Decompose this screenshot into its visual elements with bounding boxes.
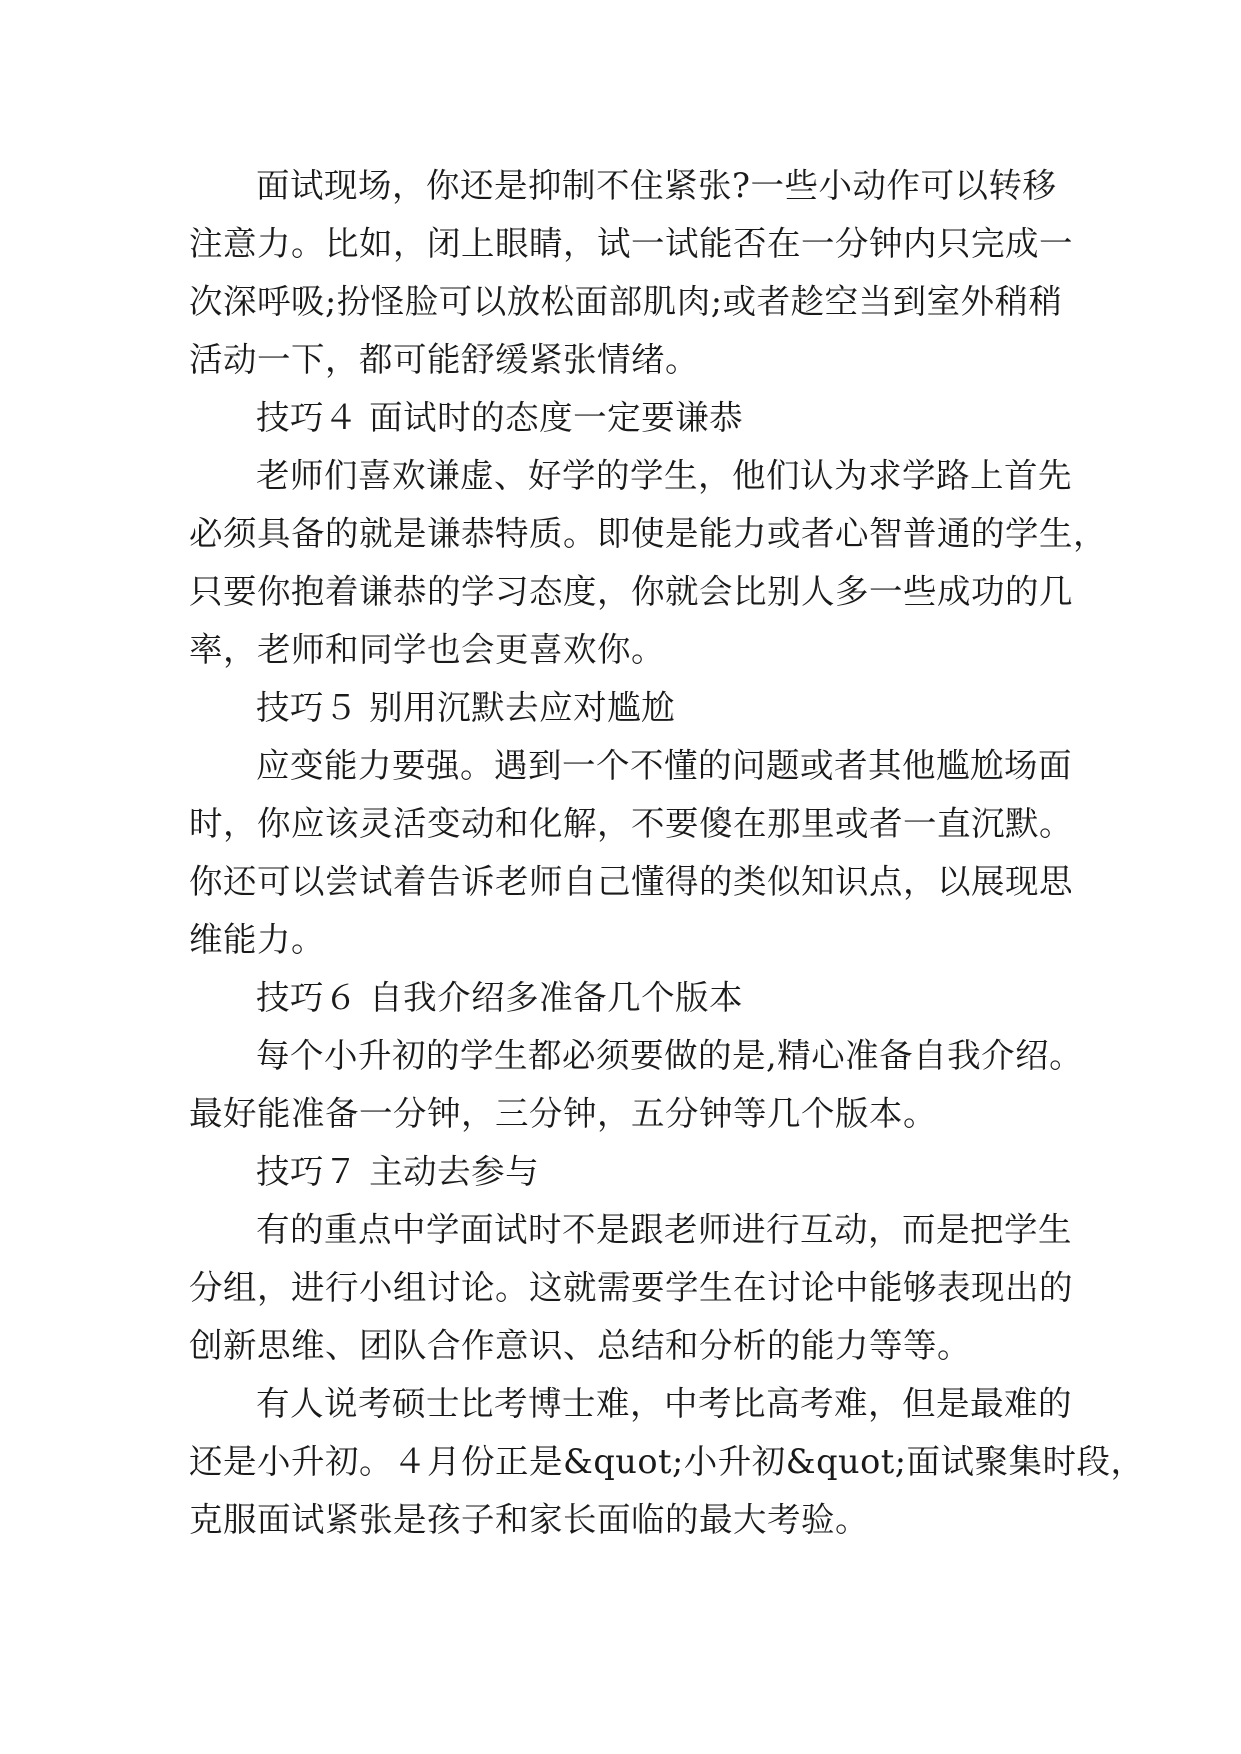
text-line: 时，你应该灵活变动和化解，不要傻在那里或者一直沉默。 (189, 804, 1073, 843)
text-line: 克服面试紧张是孩子和家长面临的最大考验。 (189, 1500, 869, 1539)
text-line: 次深呼吸;扮怪脸可以放松面部肌肉;或者趁空当到室外稍稍 (189, 282, 1063, 321)
text-line: 分组，进行小组讨论。这就需要学生在讨论中能够表现出的 (189, 1268, 1073, 1307)
section-heading: 技巧６ 自我介绍多准备几个版本 (256, 978, 744, 1017)
text-line: 应变能力要强。遇到一个不懂的问题或者其他尴尬场面 (256, 746, 1072, 785)
text-line: 你还可以尝试着告诉老师自己懂得的类似知识点，以展现思 (189, 862, 1073, 901)
text-line: 老师们喜欢谦虚、好学的学生，他们认为求学路上首先 (256, 456, 1072, 495)
text-line: 还是小升初。４月份正是&quot;小升初&quot;面试聚集时段， (189, 1442, 1145, 1481)
text-line: 面试现场，你还是抑制不住紧张?一些小动作可以转移 (256, 166, 1057, 205)
section-heading: 技巧７ 主动去参与 (256, 1152, 540, 1191)
section-heading: 技巧５ 别用沉默去应对尴尬 (256, 688, 676, 727)
text-line: 有人说考硕士比考博士难，中考比高考难，但是最难的 (256, 1384, 1072, 1423)
text-line: 创新思维、团队合作意识、总结和分析的能力等等。 (189, 1326, 971, 1365)
text-line: 注意力。比如，闭上眼睛，试一试能否在一分钟内只完成一 (189, 224, 1073, 263)
text-line: 每个小升初的学生都必须要做的是,精心准备自我介绍。 (256, 1036, 1084, 1075)
text-line: 维能力。 (189, 920, 325, 959)
text-line: 活动一下，都可能舒缓紧张情绪。 (189, 340, 699, 379)
text-line: 最好能准备一分钟，三分钟，五分钟等几个版本。 (189, 1094, 937, 1133)
text-line: 必须具备的就是谦恭特质。即使是能力或者心智普通的学生， (189, 514, 1107, 553)
section-heading: 技巧４ 面试时的态度一定要谦恭 (256, 398, 744, 437)
text-line: 有的重点中学面试时不是跟老师进行互动，而是把学生 (256, 1210, 1072, 1249)
text-line: 率，老师和同学也会更喜欢你。 (189, 630, 665, 669)
text-line: 只要你抱着谦恭的学习态度，你就会比别人多一些成功的几 (189, 572, 1073, 611)
